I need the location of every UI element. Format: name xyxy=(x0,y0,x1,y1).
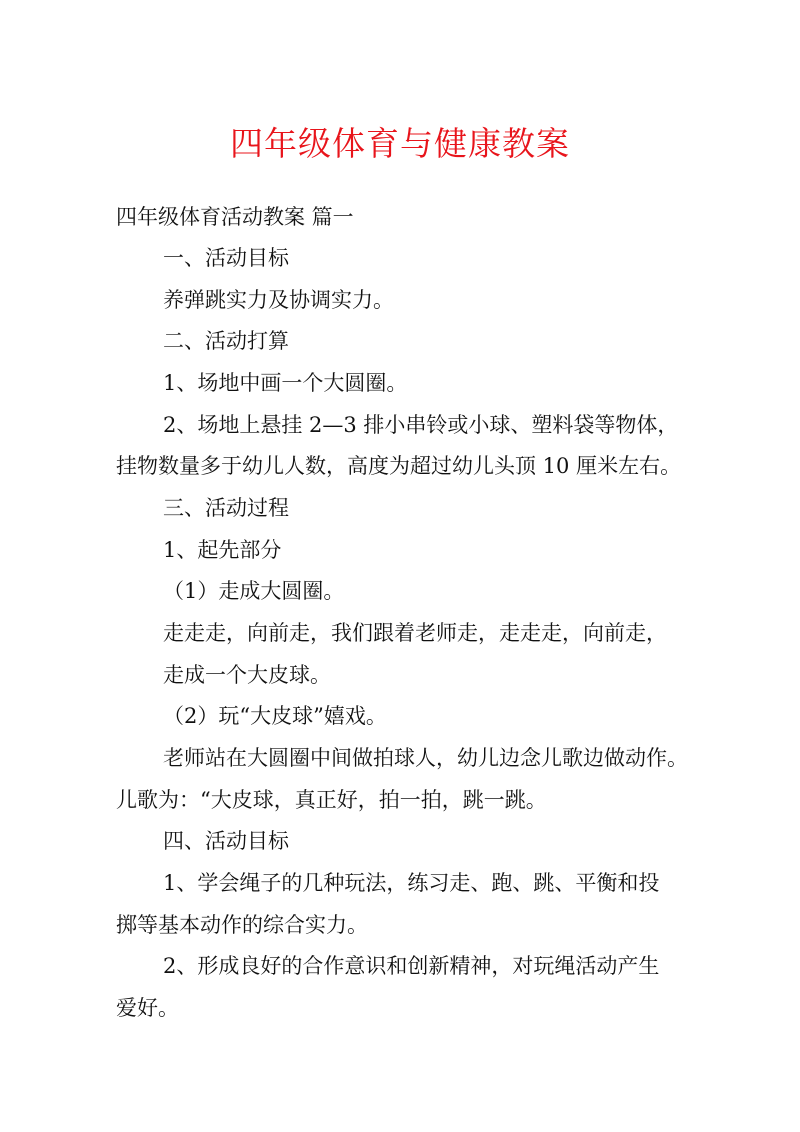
section-heading: 四年级体育活动教案 篇一 xyxy=(116,205,354,229)
document-title: 四年级体育与健康教案 xyxy=(230,124,570,163)
paragraph-line: 2、场地上悬挂 2—3 排小串铃或小球、塑料袋等物体， xyxy=(163,413,679,437)
heading-activity-process: 三、活动过程 xyxy=(163,496,289,520)
paragraph-line: 1、场地中画一个大圆圈。 xyxy=(163,371,408,395)
paragraph-line: （2）玩“大皮球”嬉戏。 xyxy=(163,704,387,728)
paragraph-line: 挂物数量多于幼儿人数，高度为超过幼儿头顶 10 厘米左右。 xyxy=(116,454,682,478)
paragraph-line: 2、形成良好的合作意识和创新精神，对玩绳活动产生 xyxy=(163,954,660,978)
paragraph-line: 1、学会绳子的几种玩法，练习走、跑、跳、平衡和投 xyxy=(163,871,660,895)
paragraph-line: 1、起先部分 xyxy=(163,538,282,562)
heading-activity-plan: 二、活动打算 xyxy=(163,329,289,353)
paragraph-line: 老师站在大圆圈中间做拍球人，幼儿边念儿歌边做动作。 xyxy=(163,746,688,770)
paragraph-line: 爱好。 xyxy=(116,996,179,1020)
paragraph-line: 掷等基本动作的综合实力。 xyxy=(116,913,368,937)
paragraph-line: 儿歌为：“大皮球，真正好，拍一拍，跳一跳。 xyxy=(116,788,547,812)
paragraph-line: （1）走成大圆圈。 xyxy=(163,579,345,603)
paragraph-line: 走成一个大皮球。 xyxy=(163,663,331,687)
heading-activity-goal-2: 四、活动目标 xyxy=(163,829,289,853)
heading-activity-goal: 一、活动目标 xyxy=(163,246,289,270)
paragraph-line: 走走走，向前走，我们跟着老师走，走走走，向前走， xyxy=(163,621,667,645)
paragraph-line: 养弹跳实力及协调实力。 xyxy=(163,288,394,312)
